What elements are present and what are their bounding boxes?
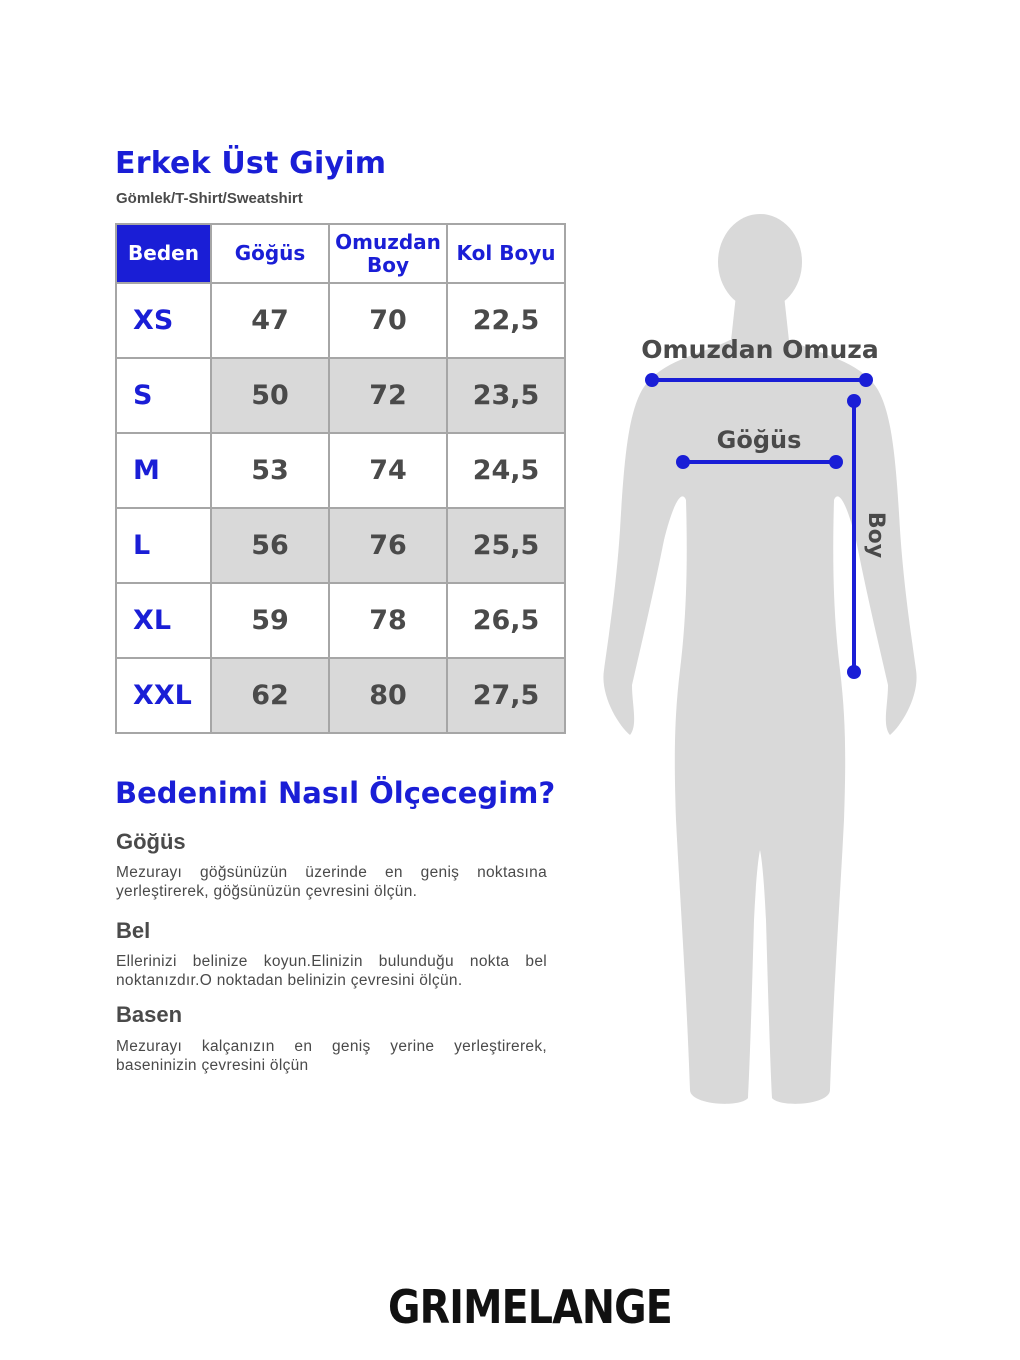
- size-cell: XL: [116, 583, 211, 658]
- table-header-row: [116, 224, 565, 283]
- length-cell: 70: [329, 283, 447, 358]
- guide-heading: Bedenimi Nasıl Ölçecegim?: [115, 776, 556, 810]
- table-row: [116, 358, 565, 433]
- chest-cell: 62: [211, 658, 329, 733]
- chest-cell: 59: [211, 583, 329, 658]
- body-measurement-figure: [590, 200, 930, 1120]
- size-cell: M: [116, 433, 211, 508]
- length-cell: 80: [329, 658, 447, 733]
- length-cell: 72: [329, 358, 447, 433]
- chest-cell: 56: [211, 508, 329, 583]
- size-cell: XS: [116, 283, 211, 358]
- length-cell: 78: [329, 583, 447, 658]
- label-chest: Göğüs: [716, 426, 802, 454]
- table-row: [116, 433, 565, 508]
- sleeve-cell: 22,5: [447, 283, 565, 358]
- table-row: [116, 283, 565, 358]
- column-header-omuzdan-boy: [329, 224, 447, 283]
- table-row: [116, 583, 565, 658]
- table-row: [116, 508, 565, 583]
- page-subtitle: Gömlek/T-Shirt/Sweatshirt: [116, 190, 303, 207]
- guide-section-title-basen: Basen: [116, 1002, 183, 1027]
- brand-logo: GRIMELANGE: [388, 1280, 672, 1334]
- length-cell: 74: [329, 433, 447, 508]
- sleeve-cell: 23,5: [447, 358, 565, 433]
- size-cell: L: [116, 508, 211, 583]
- column-header-kol-boyu: Kol Boyu: [447, 224, 565, 283]
- column-header-line: Omuzdan: [335, 229, 441, 254]
- guide-section-text-basen: Mezurayı kalçanızın en geniş yerine yerleştirerek, baseninizin çevresini ölçün: [116, 1038, 547, 1074]
- chest-cell: 53: [211, 433, 329, 508]
- guide-section-title-gogus: Göğüs: [116, 829, 186, 854]
- label-shoulder: Omuzdan Omuza: [641, 335, 879, 364]
- guide-section-text-bel: Ellerinizi belinize koyun.Elinizin bulunduğu nokta bel noktanızdır.O noktadan belinizin çevresini ölçün.: [116, 953, 547, 989]
- column-header-beden: Beden: [116, 224, 211, 283]
- page-title: Erkek Üst Giyim: [115, 146, 387, 181]
- chest-cell: 47: [211, 283, 329, 358]
- column-header-gogus: Göğüs: [211, 224, 329, 283]
- guide-section-text-gogus: Mezurayı göğsünüzün üzerinde en geniş noktasına yerleştirerek, göğsünüzün çevresini ölçün.: [116, 864, 547, 900]
- size-cell: S: [116, 358, 211, 433]
- chest-cell: 50: [211, 358, 329, 433]
- guide-section-title-bel: Bel: [116, 918, 151, 943]
- sleeve-cell: 27,5: [447, 658, 565, 733]
- sleeve-cell: 25,5: [447, 508, 565, 583]
- sleeve-cell: 26,5: [447, 583, 565, 658]
- length-cell: 76: [329, 508, 447, 583]
- column-header-line: Boy: [366, 252, 410, 277]
- size-table: [115, 223, 566, 734]
- sleeve-cell: 24,5: [447, 433, 565, 508]
- label-length: Boy: [863, 511, 888, 559]
- size-cell: XXL: [116, 658, 211, 733]
- table-row: [116, 658, 565, 733]
